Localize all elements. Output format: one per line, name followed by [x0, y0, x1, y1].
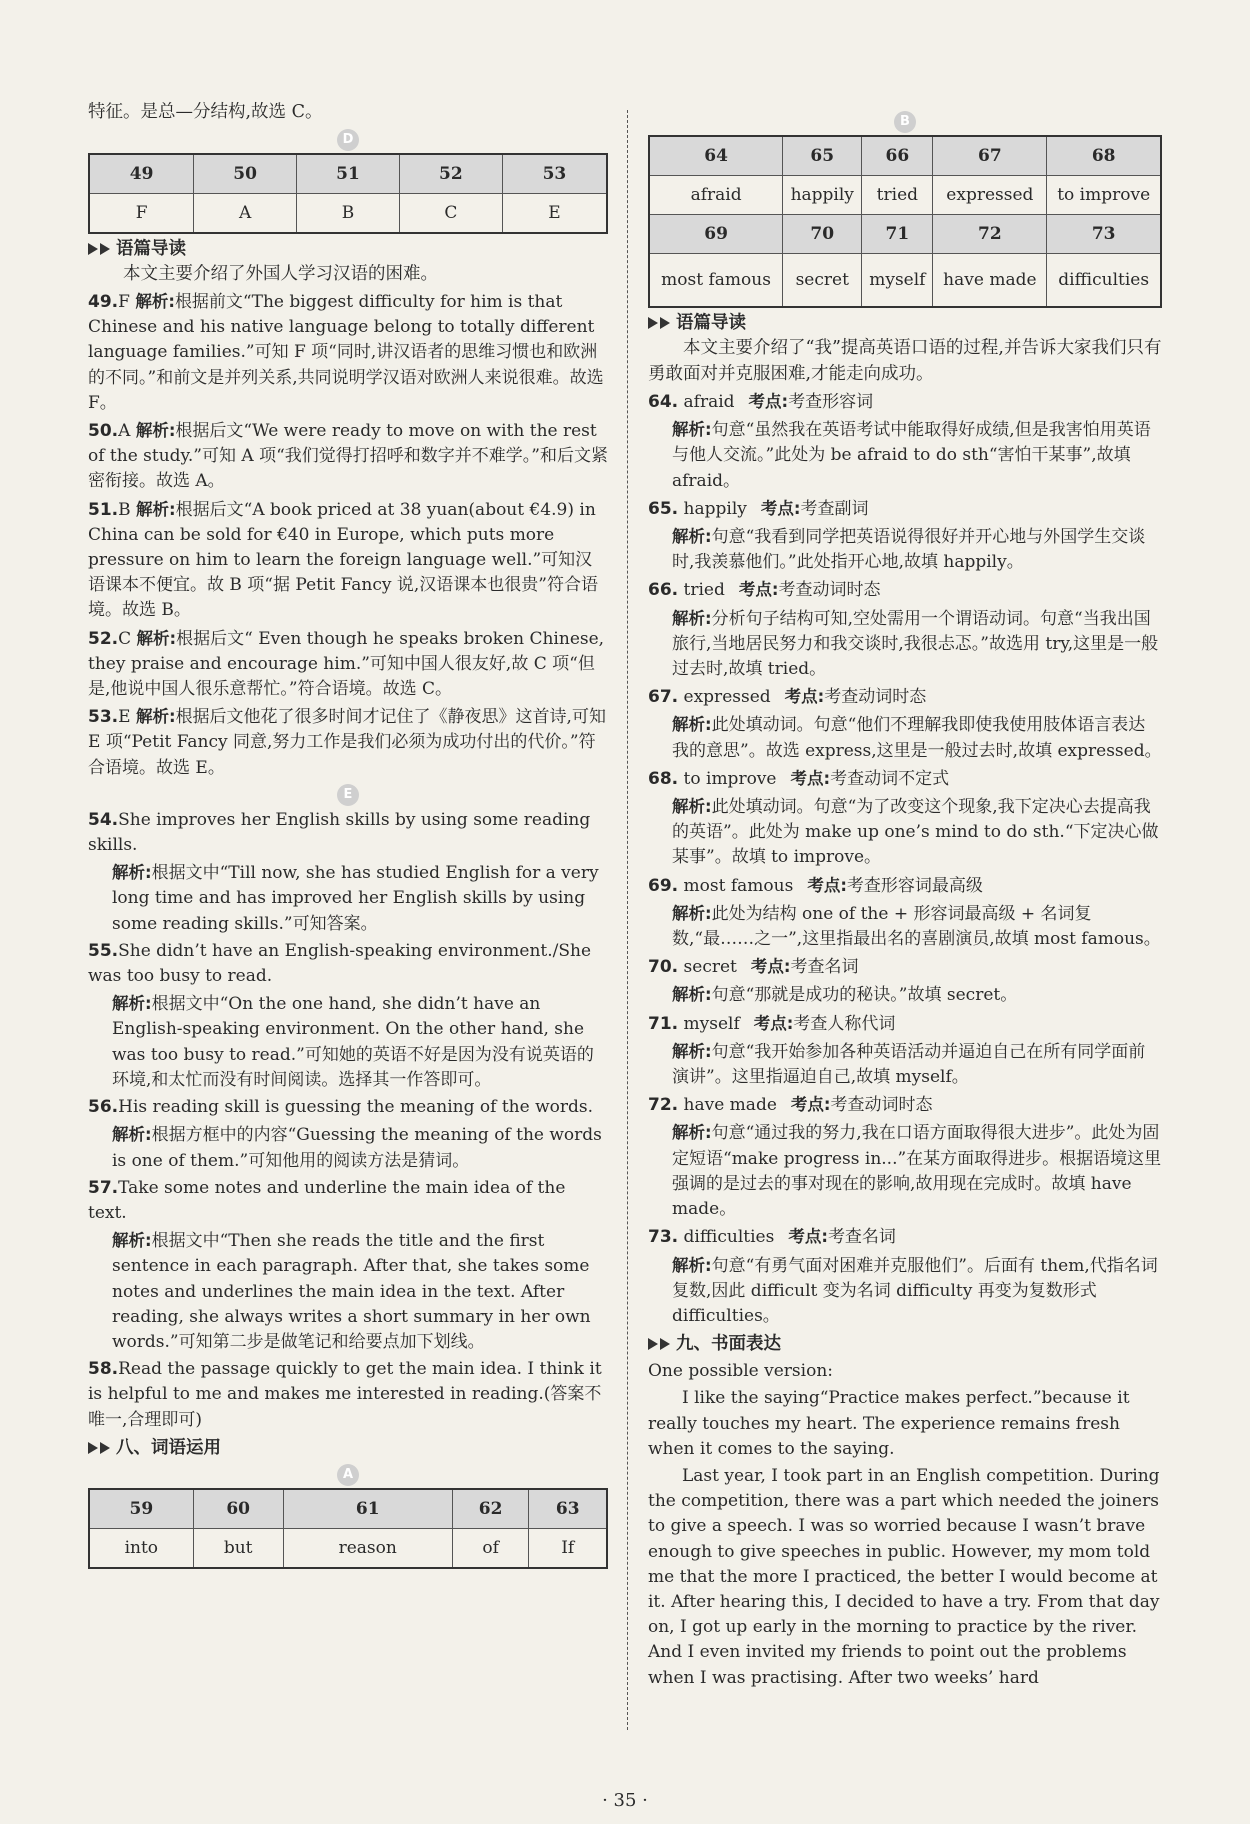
- table-header: 69: [649, 215, 783, 254]
- explanation: 解析:句意“我看到同学把英语说得很好并开心地与外国学生交谈时,我羡慕他们。”此处指开心地,故填 happily。: [672, 527, 1146, 573]
- intro-tail: 特征。是总—分结构,故选 C。: [88, 102, 323, 122]
- list-item: 56.His reading skill is guessing the meaning of the words.: [88, 1097, 593, 1118]
- left-items-54-57: [88, 808, 608, 1433]
- section-yupian: 语篇导读: [88, 236, 608, 262]
- table-cell: difficulties: [1047, 254, 1161, 308]
- table-header: 52: [399, 154, 502, 194]
- table-header: 72: [933, 215, 1047, 254]
- explanation: 解析:句意“我开始参加各种英语活动并逼迫自己在所有同学面前演讲”。这里指逼迫自己,故填 myself。: [672, 1041, 1146, 1088]
- table-cell: If: [529, 1528, 607, 1568]
- table-header: 60: [193, 1489, 283, 1529]
- section-8: 八、词语运用: [88, 1435, 608, 1461]
- explanation: 解析:句意“通过我的努力,我在口语方面取得很大进步”。此处为固定短语“make progress in...”在某方面取得进步。根据语境这里强调的是过去的事对现在的影响,故用现在完成时。故填 have made。: [672, 1123, 1162, 1220]
- table-header: 59: [89, 1489, 193, 1529]
- table-cell: F: [89, 193, 194, 233]
- arrow-icon: [660, 1338, 670, 1350]
- list-item: 53.E 解析:根据后文他花了很多时间才记住了《静夜思》这首诗,可知 E 项“Petit Fancy 同意,努力工作是我们必须为成功付出的代价。”符合语境。故选 E。: [88, 707, 606, 778]
- table-header: 67: [933, 136, 1047, 176]
- badge-d: D: [88, 128, 608, 151]
- arrow-icon: [648, 317, 658, 329]
- list-item: 50.A 解析:根据后文“We were ready to move on with the rest of the study.”可知 A 项“我们觉得打招呼和数字并不难学。”和后文紧密衔接。故选 A。: [88, 421, 608, 492]
- list-item: 64. afraid 考点:考查形容词: [648, 392, 874, 412]
- table-header: 61: [283, 1489, 452, 1529]
- table-cell: E: [502, 193, 607, 233]
- explanation: 解析:此处为结构 one of the + 形容词最高级 + 名词复数,“最……之一”,这里指最出名的喜剧演员,故填 most famous。: [672, 903, 1161, 950]
- table-header: 63: [529, 1489, 607, 1529]
- list-item: 55.She didn’t have an English-speaking environment./She was too busy to read.: [88, 940, 592, 987]
- explanation: 解析:此处填动词。句意“他们不理解我即使我使用肢体语言表达我的意思”。故选 express,这里是一般过去时,故填 expressed。: [672, 715, 1162, 761]
- badge-b: B: [648, 110, 1162, 133]
- right-items-64-73: [648, 389, 1162, 1329]
- table-cell: reason: [283, 1528, 452, 1568]
- explanation: 解析:分析句子结构可知,空处需用一个谓语动词。句意“当我出国旅行,当地居民努力和我交谈时,我很忐忑。”故选用 try,这里是一般过去时,故填 tried。: [672, 608, 1159, 680]
- column-divider: [627, 110, 628, 1730]
- table-header: 70: [783, 215, 862, 254]
- list-item: 71. myself 考点:考查人称代词: [648, 1013, 896, 1034]
- table-cell: have made: [933, 254, 1047, 308]
- arrow-icon: [88, 1442, 98, 1454]
- right-column: [648, 114, 1162, 1691]
- list-item: 51.B 解析:根据后文“A book priced at 38 yuan(about €4.9) in China can be sold for €40 in Europe, which puts more pressure on him to learn the foreign language well.”可知汉语课本不便宜。故 B 项“据 Petit Fancy 说,汉语课本也很贵”符合语境。故选 B。: [88, 499, 598, 621]
- badge-a: A: [88, 1463, 608, 1486]
- explanation: 解析:此处填动词。句意“为了改变这个现象,我下定决心去提高我的英语”。此处为 make up one’s mind to do sth.“下定决心做某事”。故填 to improve。: [672, 797, 1159, 868]
- table-cell: myself: [862, 254, 933, 308]
- arrow-icon: [88, 243, 98, 255]
- table-header: 50: [194, 154, 297, 194]
- table-cell: of: [452, 1528, 529, 1568]
- table-cell: happily: [783, 176, 862, 215]
- arrow-icon: [648, 1338, 658, 1350]
- explanation: 解析:根据文中“Then she reads the title and the first sentence in each paragraph. After that, she takes some notes and underlines the main idea in the text. After reading, she always writes a short summary in her own words.”可知第二步是做笔记和给要点加下划线。: [112, 1231, 591, 1352]
- table-cell: but: [193, 1528, 283, 1568]
- list-item: 67. expressed 考点:考查动词时态: [648, 687, 927, 708]
- arrow-icon: [100, 1442, 110, 1454]
- list-item: 54.She improves her English skills by using some reading skills.: [88, 809, 591, 856]
- table-header: 68: [1047, 136, 1161, 176]
- badge-e: E: [88, 783, 608, 806]
- table-cell: expressed: [933, 176, 1047, 215]
- table-header: 66: [862, 136, 933, 176]
- table-header: 64: [649, 136, 783, 176]
- explanation: 解析:句意“那就是成功的秘诀。”故填 secret。: [672, 985, 1018, 1006]
- table-cell: afraid: [649, 176, 783, 215]
- left-column: [88, 100, 608, 1569]
- answer-table-a: [88, 1488, 608, 1569]
- table-cell: C: [399, 193, 502, 233]
- list-item: 58.Read the passage quickly to get the main idea. I think it is helpful to me and makes me interested in reading.(答案不唯一,合理即可): [88, 1359, 602, 1430]
- table-header: 71: [862, 215, 933, 254]
- list-item: 73. difficulties 考点:考查名词: [648, 1227, 896, 1248]
- table-cell: to improve: [1047, 176, 1161, 215]
- list-item: 72. have made 考点:考查动词时态: [648, 1095, 933, 1116]
- list-item: 49.F 解析:根据前文“The biggest difficulty for him is that Chinese and his native language belong to totally different language families.”可知 F 项“同时,讲汉语者的思维习惯也和欧洲的不同。”和前文是并列关系,共同说明学汉语对欧洲人来说很难。故选 F。: [88, 292, 604, 413]
- table-header: 49: [89, 154, 194, 194]
- table-header: 62: [452, 1489, 529, 1529]
- list-item: 52.C 解析:根据后文“ Even though he speaks broken Chinese, they praise and encourage him.”可知中国人很友好,故 C 项“但是,他说中国人很乐意帮忙。”符合语境。故选 C。: [88, 628, 605, 700]
- table-cell: into: [89, 1528, 193, 1568]
- section-yupian-right: 语篇导读: [648, 310, 1162, 336]
- table-cell: secret: [783, 254, 862, 308]
- arrow-icon: [660, 317, 670, 329]
- explanation: 解析:根据文中“Till now, she has studied English for a very long time and has improved her English skills by using some reading skills.”可知答案。: [112, 863, 599, 934]
- essay-paragraph: Last year, I took part in an English competition. During the competition, there was a part which needed the joiners to give a speech. I was so worried because I wasn’t brave enough to give speeches in public. However, my mom told me that the more I practiced, the better I would become at it. After hearing this, I decided to have a try. From that day on, I got up early in the morning to practice by the river. And I even invited my friends to point out the problems when I was practising. After two weeks’ hard: [648, 1465, 1160, 1688]
- table-cell: tried: [862, 176, 933, 215]
- answer-table-d: [88, 153, 608, 234]
- list-item: 68. to improve 考点:考查动词不定式: [648, 768, 950, 789]
- yupian-text: 本文主要介绍了外国人学习汉语的困难。: [123, 263, 438, 284]
- left-items-49-53: [88, 289, 608, 781]
- list-item: 57.Take some notes and underline the main idea of the text.: [88, 1177, 566, 1223]
- table-header: 65: [783, 136, 862, 176]
- table-cell: A: [194, 193, 297, 233]
- table-header: 53: [502, 154, 607, 194]
- essay-intro: One possible version:: [648, 1361, 833, 1382]
- explanation: 解析:句意“有勇气面对困难并克服他们”。后面有 them,代指名词复数,因此 difficult 变为名词 difficulty 再变为复数形式 difficulties。: [672, 1255, 1158, 1326]
- section-9: 九、书面表达: [648, 1331, 1162, 1357]
- table-header: 73: [1047, 215, 1161, 254]
- essay-paragraph: I like the saying“Practice makes perfect.”because it really touches my heart. The experience remains fresh when it comes to the saying.: [648, 1388, 1130, 1459]
- list-item: 65. happily 考点:考查副词: [648, 498, 869, 519]
- explanation: 解析:根据方框中的内容“Guessing the meaning of the words is one of them.”可知他用的阅读方法是猜词。: [112, 1125, 602, 1171]
- page-number: · 35 ·: [602, 1790, 648, 1811]
- arrow-icon: [100, 243, 110, 255]
- list-item: 69. most famous 考点:考查形容词最高级: [648, 875, 983, 896]
- answer-table-b: [648, 135, 1162, 308]
- list-item: 66. tried 考点:考查动词时态: [648, 580, 881, 601]
- yupian-text-right: 本文主要介绍了“我”提高英语口语的过程,并告诉大家我们只有勇敢面对并克服困难,才能走向成功。: [648, 338, 1162, 384]
- list-item: 70. secret 考点:考查名词: [648, 957, 859, 978]
- table-cell: most famous: [649, 254, 783, 308]
- explanation: 解析:根据文中“On the one hand, she didn’t have an English-speaking environment. On the other hand, she was too busy to read.”可知她的英语不好是因为没有说英语的环境,和太忙而没有时间阅读。选择其一作答即可。: [112, 994, 594, 1090]
- table-header: 51: [297, 154, 400, 194]
- table-cell: B: [297, 193, 400, 233]
- explanation: 解析:句意“虽然我在英语考试中能取得好成绩,但是我害怕用英语与他人交流。”此处为 be afraid to do sth“害怕干某事”,故填 afraid。: [672, 420, 1151, 491]
